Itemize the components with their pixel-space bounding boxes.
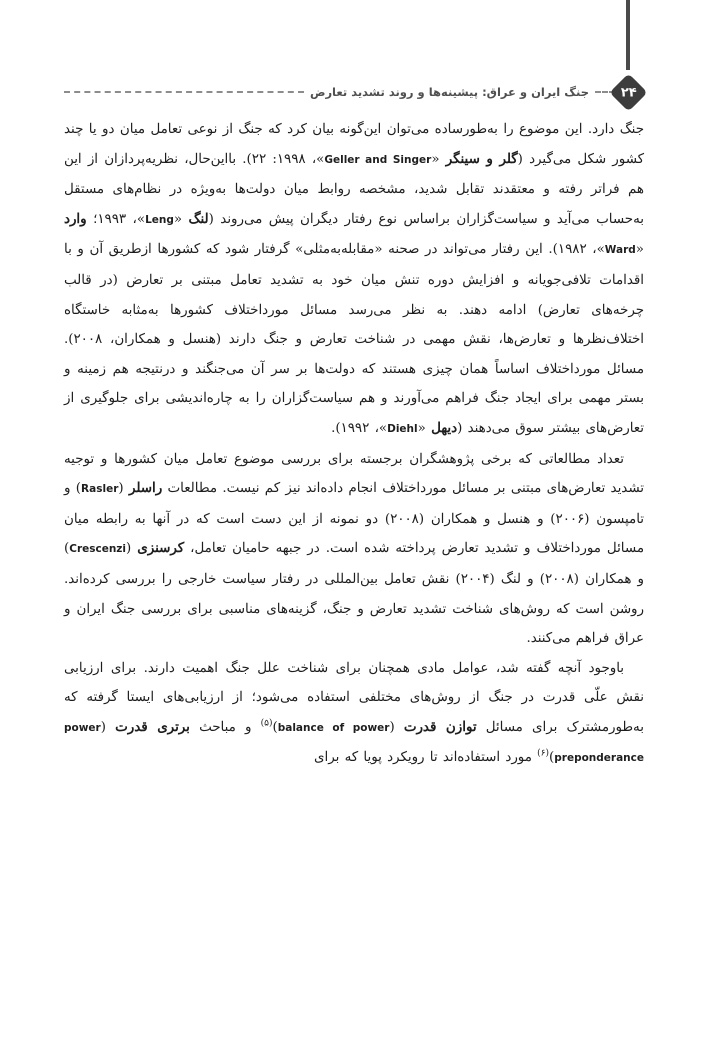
latin-term: Geller and Singer — [324, 153, 432, 166]
latin-term: balance of power — [277, 721, 390, 734]
text-run: »، ۱۹۸۲). این رفتار می‌تواند در صحنه «مقابله‌به‌مثلی» گرفتار شود که کشورها ازطریق آن و با اقدامات تلافی‌جویانه و افزایش دوره تنش میان خود به تشدید تعامل مبتنی بر تعارض (در قالب چرخه‌های تعارض) ادامه دهند. به نظر می‌رسد مسائل مورداختلاف کشورها به‌مثابه خاستگاه اختلاف‌نظرها و تعارض‌ها، نقش مهمی در شناخت تعارض و جنگ دارند (هنسل و همکاران، ۲۰۰۸). مسائل مورداختلاف اساساً همان چیزی هستند که دولت‌ها بر سر آن می‌جنگند و درنتیجه هم زمینه و بستر مهمی برای ایجاد جنگ فراهم می‌آورند و هم سیاست‌گزاران را به چاره‌اندیشی برای جلوگیری از تعارض‌های بیشتر سوق می‌دهند ( — [64, 242, 644, 436]
text-run: « — [635, 242, 644, 258]
latin-term: Crescenzi — [69, 543, 127, 556]
text-run: »، ۱۹۹۳؛ — [86, 211, 146, 227]
latin-term: power preponderance — [64, 721, 644, 765]
text-run: باوجود آنچه گفته شد، عوامل مادی همچنان برای شناخت علل جنگ اهمیت دارند. برای ارزیابی نقش علّی قدرت در جنگ از روش‌های مختلفی استفاده می‌شود؛ از ارزیابی‌های ایستا گرفته که به‌طورمشترک برای مسائل — [64, 660, 644, 735]
paragraph-3 — [64, 654, 644, 774]
text-run: »، ۱۹۹۸: ۲۲). بااین‌حال، نظریه‌پردازان از این هم فراتر رفته و معتقدند تقابل شدید، مشخصه روابط میان دولت‌ها به‌ویژه در نظام‌های مستقل به‌حساب می‌آید و سیاست‌گزاران براساس نوع رفتار دیگران پیش می‌روند ( — [64, 151, 644, 227]
latin-term: Leng — [145, 213, 174, 226]
bold-name: لنگ — [188, 210, 209, 227]
text-run: ( — [118, 481, 129, 497]
page-number-badge — [609, 73, 647, 111]
text-run: ( — [126, 541, 138, 557]
page-number: ۲۴ — [620, 84, 637, 100]
bold-name: برتری قدرت — [115, 718, 190, 735]
latin-term: Ward — [604, 244, 636, 257]
top-margin-rule — [626, 0, 630, 70]
text-run: و مباحث — [189, 719, 261, 735]
paragraph-2 — [64, 445, 644, 654]
bold-name: راسلر — [128, 480, 163, 497]
bold-name: گلر و سینگر — [445, 150, 518, 167]
latin-term: Diehl — [387, 422, 418, 435]
bold-name: دیهل — [431, 419, 458, 436]
bold-name: توازن قدرت — [403, 718, 477, 735]
bold-name: وارد — [64, 210, 87, 227]
text-run: ) و تامپسون (۲۰۰۶) و هنسل و همکاران (۲۰۰۸) دو نمونه از این دست است که در آنها به رابطه میان مسائل مورداختلاف و تشدید تعارض پرداخته شده است. در جبهه حامیان تعامل، — [64, 481, 644, 557]
body-text — [64, 115, 644, 774]
running-header — [64, 78, 644, 106]
text-run: ( — [389, 719, 404, 735]
bold-name: کرسنزی — [137, 540, 185, 557]
header-dash-long — [64, 91, 304, 93]
text-run: ) — [272, 719, 278, 735]
running-title: جنگ ایران و عراق: پیشینه‌ها و روند تشدید تعارض — [309, 85, 589, 99]
text-run: تعداد مطالعاتی که برخی پژوهشگران برجسته برای بررسی موضوع تعامل میان کشورها و توجیه تشدید تعارض‌های مبتنی بر مسائل مورداختلاف انجام داده‌اند نیز کم نیست. مطالعات — [64, 451, 645, 497]
text-run: ) و همکاران (۲۰۰۸) و لنگ (۲۰۰۴) نقش تعامل بین‌المللی در رفتار سیاست خارجی را بررسی کرده‌اند. روشن است که روش‌های شناخت تشدید تعارض و جنگ، گزینه‌های مناسبی برای بررسی جنگ ایران و عراق فراهم می‌کنند. — [64, 541, 644, 647]
paragraph-1 — [64, 115, 644, 445]
text-run: « — [173, 211, 189, 227]
footnote-ref: (۶) — [537, 749, 550, 759]
footnote-ref: (۵) — [260, 718, 273, 729]
text-run: مورد استفاده‌اند تا رویکرد پویا که برای — [314, 750, 538, 766]
text-run: ) — [549, 750, 555, 766]
text-run: ( — [100, 719, 116, 735]
text-run: « — [417, 420, 432, 436]
text-run: جنگ دارد. این موضوع را به‌طورساده می‌توان این‌گونه بیان کرد که جنگ از نوعی تعامل میان دو یا چند کشور شکل می‌گیرد ( — [64, 122, 645, 167]
latin-term: Rasler — [81, 483, 119, 496]
text-run: »، ۱۹۹۲). — [331, 420, 388, 436]
text-run: « — [431, 151, 446, 167]
